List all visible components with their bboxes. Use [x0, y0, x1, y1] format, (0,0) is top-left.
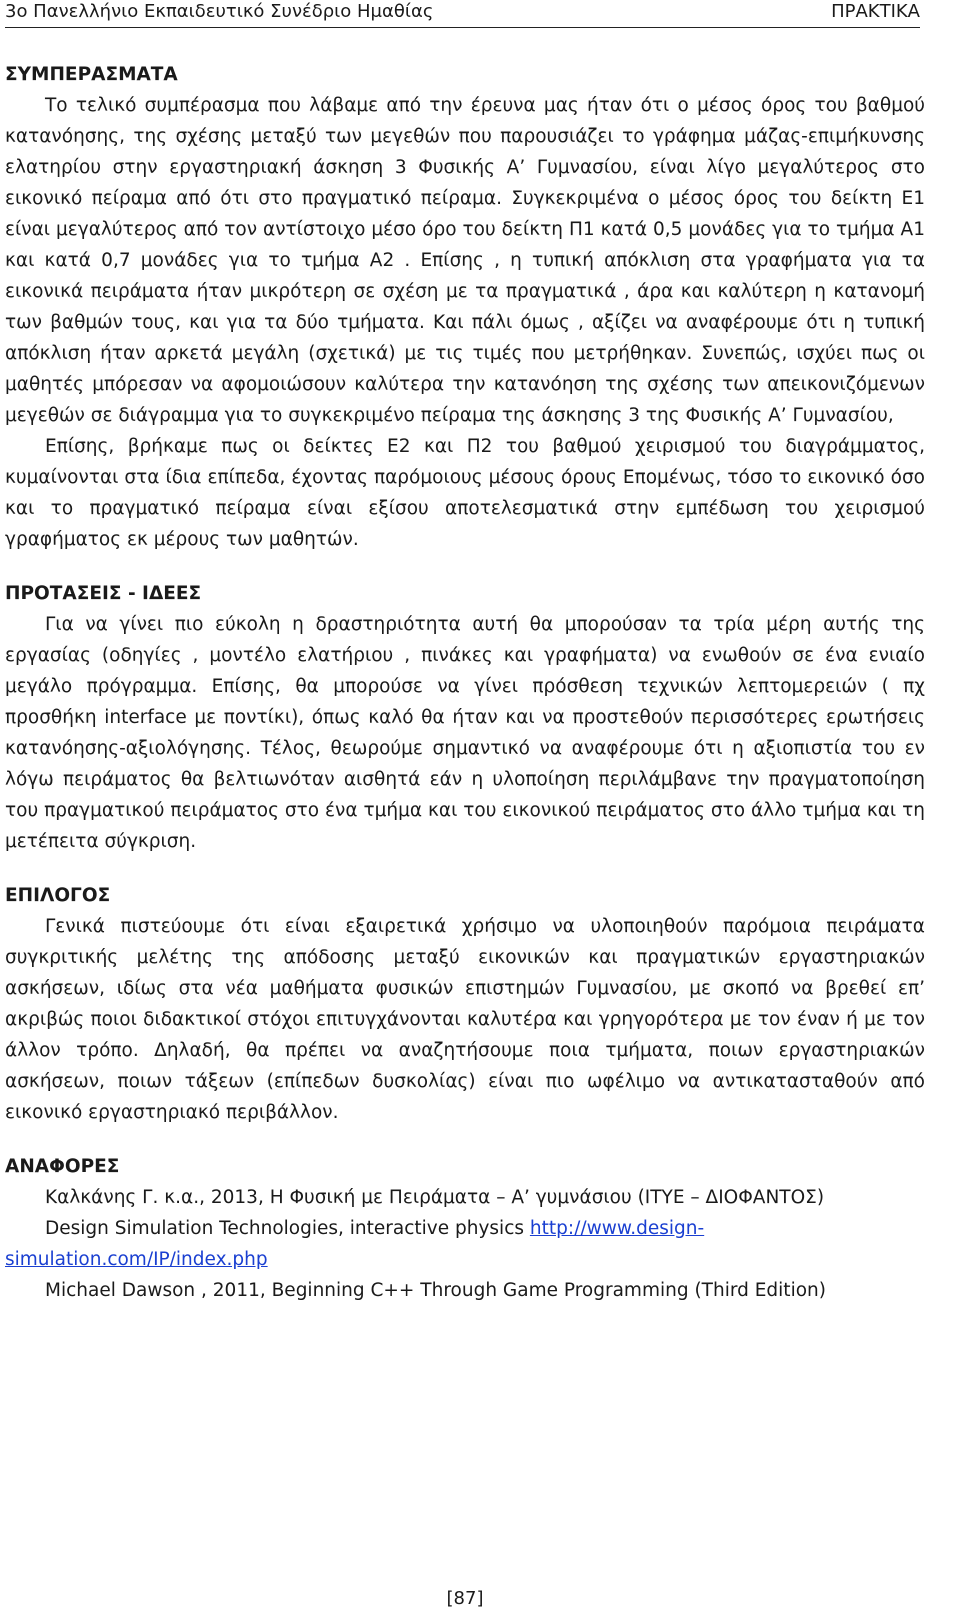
section-heading-proposals: ΠΡΟΤΑΣΕΙΣ - ΙΔΕΕΣ [5, 583, 202, 604]
reference-2 [5, 1213, 925, 1275]
reference-2-link[interactable]: http://www.design-simulation.com/IP/index.php [5, 1218, 705, 1270]
proceedings-label: ΠΡΑΚΤΙΚΑ [831, 1, 920, 22]
page-header [5, 0, 920, 28]
conclusions-paragraph-1: Το τελικό συμπέρασμα που λάβαμε από την έρευνα μας ήταν ότι ο μέσος όρος του βαθμού κατανόησης, της σχέσης μεταξύ των μεγεθών που παρουσιάζει το γράφημα μάζας-επιμήκυνσης ελατηρίου στην εργαστηριακή άσκηση 3 Φυσικής Α’ Γυμνασίου, είναι λίγο μεγαλύτερος στο εικονικό πείραμα από ότι στο πραγματικό πείραμα. Συγκεκριμένα ο μέσος όρος του δείκτη Ε1 είναι μεγαλύτερος από τον αντίστοιχο μέσο όρο του δείκτη Π1 κατά 0,5 μονάδες για το τμήμα Α1 και κατά 0,7 μονάδες για το τμήμα Α2 . Επίσης , η τυπική απόκλιση στα γραφήματα για τα εικονικά πειράματα ήταν μικρότερη σε σχέση με τα πραγματικά , άρα και καλύτερη η κατανομή των βαθμών τους, και για τα δύο τμήματα. Και πάλι όμως , αξίζει να αναφέρουμε ότι η τυπική απόκλιση ήταν αρκετά μεγάλη (σχετικά) με τις τιμές που μετρήθηκαν. Συνεπώς, ισχύει πως οι μαθητές μπόρεσαν να αφομοιώσουν καλύτερα την κατανόηση της σχέσης των απεικονιζόμενων μεγεθών σε διάγραμμα για το συγκεκριμένο πείραμα της άσκησης 3 της Φυσικής Α’ Γυμνασίου, [5, 95, 925, 426]
section-heading-references: ΑΝΑΦΟΡΕΣ [5, 1156, 120, 1177]
conference-title: 3ο Πανελλήνιο Εκπαιδευτικό Συνέδριο Ημαθίας [5, 1, 434, 22]
proposals-paragraph: Για να γίνει πιο εύκολη η δραστηριότητα αυτή θα μπορούσαν τα τρία μέρη αυτής της εργασίας (οδηγίες , μοντέλο ελατήριου , πινάκες και γραφήματα) να ενωθούν σε ένα ενιαίο μεγάλο πρόγραμμα. Επίσης, θα μπορούσε να γίνει πρόσθεση τεχνικών λεπτομερειών ( πχ προσθήκη interface με ποντίκι), όπως καλό θα ήταν και να προστεθούν περισσότερες ερωτήσεις κατανόησης-αξιολόγησης. Τέλος, θεωρούμε σημαντικό να αναφέρουμε ότι η αξιοπιστία του εν λόγω πειράματος θα βελτιωνόταν αισθητά εάν η υλοποίηση περιλάμβανε την πραγματοποίηση του πραγματικού πειράματος στο ένα τμήμα και του εικονικού πειράματος στο άλλο τμήμα και τη μετέπειτα σύγκριση. [5, 614, 925, 852]
conclusions-paragraph-2: Επίσης, βρήκαμε πως οι δείκτες Ε2 και Π2 του βαθμού χειρισμού του διαγράμματος, κυμαίνονται στα ίδια επίπεδα, έχοντας παρόμοιους μέσους όρους Επομένως, τόσο το εικονικό όσο και το πραγματικό πείραμα είναι εξίσου αποτελεσματικά στην εμπέδωση του χειρισμού γραφήματος εκ μέρους των μαθητών. [5, 436, 925, 550]
section-gap [5, 555, 925, 579]
section-heading-conclusions: ΣΥΜΠΕΡΑΣΜΑΤΑ [5, 64, 178, 85]
reference-1: Καλκάνης Γ. κ.α., 2013, Η Φυσική με Πειράματα – Α’ γυμνάσιου (ΙΤΥΕ – ΔΙΟΦΑΝΤΟΣ) [45, 1187, 825, 1208]
section-heading-epilogue: ΕΠΙΛΟΓΟΣ [5, 885, 111, 906]
epilogue-paragraph: Γενικά πιστεύουμε ότι είναι εξαιρετικά χρήσιμο να υλοποιηθούν παρόμοια πειράματα συγκριτικής μελέτης της απόδοσης μεταξύ εικονικών και πραγματικών εργαστηριακών ασκήσεων, ιδίως στα νέα μαθήματα φυσικών επιστημών Γυμνασίου, με σκοπό να βρεθεί επ’ ακριβώς ποιοι διδακτικοί στόχοι επιτυγχάνονται καλυτέρα και γρηγορότερα με τον έναν ή με τον άλλον τρόπο. Δηλαδή, θα πρέπει να αναζητήσουμε ποια τμήματα, ποιων εργαστηριακών ασκήσεων, ποιων τάξεων (επίπεδων δυσκολίας) είναι πιο ωφέλιμο να αντικατασταθούν από εικονικό εργαστηριακό περιβάλλον. [5, 916, 925, 1123]
page-number: [87] [446, 1588, 484, 1609]
section-gap [5, 1128, 925, 1152]
reference-3: Michael Dawson , 2011, Beginning C++ Through Game Programming (Third Edition) [45, 1280, 826, 1301]
document-body [5, 60, 925, 1306]
section-gap [5, 857, 925, 881]
reference-2-text: Design Simulation Technologies, interactive physics [45, 1218, 530, 1239]
